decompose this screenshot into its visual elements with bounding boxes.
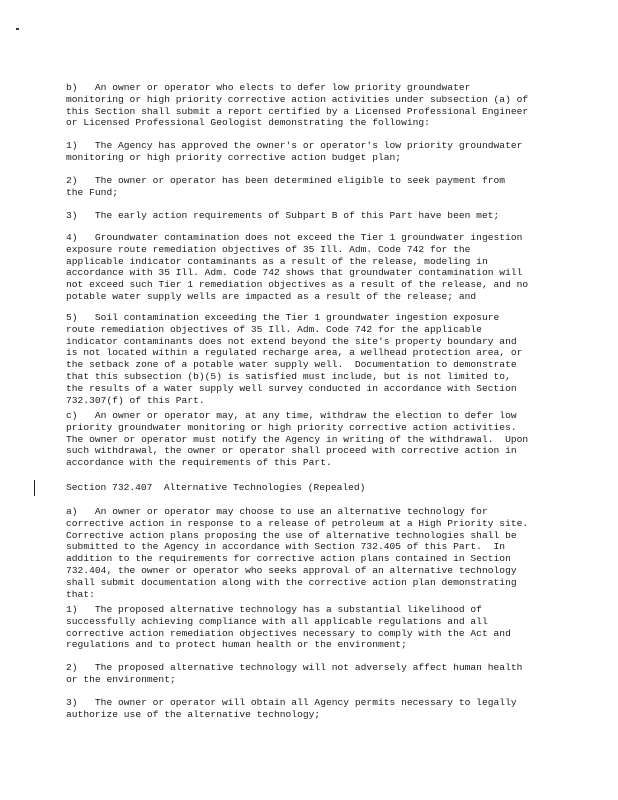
paragraph-a3: 3) The owner or operator will obtain all Agency permits necessary to legally authorize use of the alternative technology; xyxy=(66,697,517,720)
paragraph-a: a) An owner or operator may choose to use an alternative technology for corrective action in response to a release of petroleum at a High Priority site. Corrective action plans proposing the use of alternative technologies shall be submitted to the Agency in accordance with Section 732.405 of this Part. In addition to the requirements for corrective action plans contained in Section 732.404, the owner or operator who seeks approval of an alternative technology shall submit documentation along with the corrective action plan demonstrating that: xyxy=(66,506,529,600)
paragraph-b: b) An owner or operator who elects to defer low priority groundwater monitoring or high priority corrective action activities under subsection (a) of this Section shall submit a report certified by a Licensed Professional Engineer or Licensed Professional Geologist demonstrating the following: xyxy=(66,82,529,129)
paragraph-a1: 1) The proposed alternative technology has a substantial likelihood of successfully achieving compliance with all applicable regulations and all corrective action remediation objectives necessary to comply with the Act and regulations and to protect human health or the environment; xyxy=(66,604,511,651)
paragraph-c: c) An owner or operator may, at any time, withdraw the election to defer low priority groundwater monitoring or high priority corrective action activities. The owner or operator must notify the Agency in writing of the withdrawal. Upon such withdrawal, the owner or operator shall proceed with corrective action in accordance with the requirements of this Part. xyxy=(66,410,529,469)
paragraph-b5: 5) Soil contamination exceeding the Tier 1 groundwater ingestion exposure route remediation objectives of 35 Ill. Adm. Code 742 for the applicable indicator contaminants does not extend beyond the site's property boundary and is not located within a regulated recharge area, a wellhead protection area, or the setback zone of a potable water supply well. Documentation to demonstrate that this subsection (b)(5) is satisfied must include, but is not limited to, the results of a water supply well survey conducted in accordance with Section 732.307(f) of this Part. xyxy=(66,312,523,406)
paragraph-b3: 3) The early action requirements of Subpart B of this Part have been met; xyxy=(66,210,500,221)
revision-bar xyxy=(34,480,35,496)
paragraph-b1: 1) The Agency has approved the owner's or operator's low priority groundwater monitoring or high priority corrective action budget plan; xyxy=(66,140,523,163)
section-heading: Section 732.407 Alternative Technologies (Repealed) xyxy=(66,482,366,493)
paragraph-b2: 2) The owner or operator has been determined eligible to seek payment from the Fund; xyxy=(66,175,506,198)
scan-mark xyxy=(16,28,19,30)
paragraph-a2: 2) The proposed alternative technology will not adversely affect human health or the environment; xyxy=(66,662,523,685)
paragraph-b4: 4) Groundwater contamination does not exceed the Tier 1 groundwater ingestion exposure route remediation objectives of 35 Ill. Adm. Code 742 for the applicable indicator contaminants as a result of the release, modeling in accordance with 35 Ill. Adm. Code 742 shows that groundwater contamination will not exceed such Tier 1 remediation objectives as a result of the release, and no potable water supply wells are impacted as a result of the release; and xyxy=(66,232,529,302)
